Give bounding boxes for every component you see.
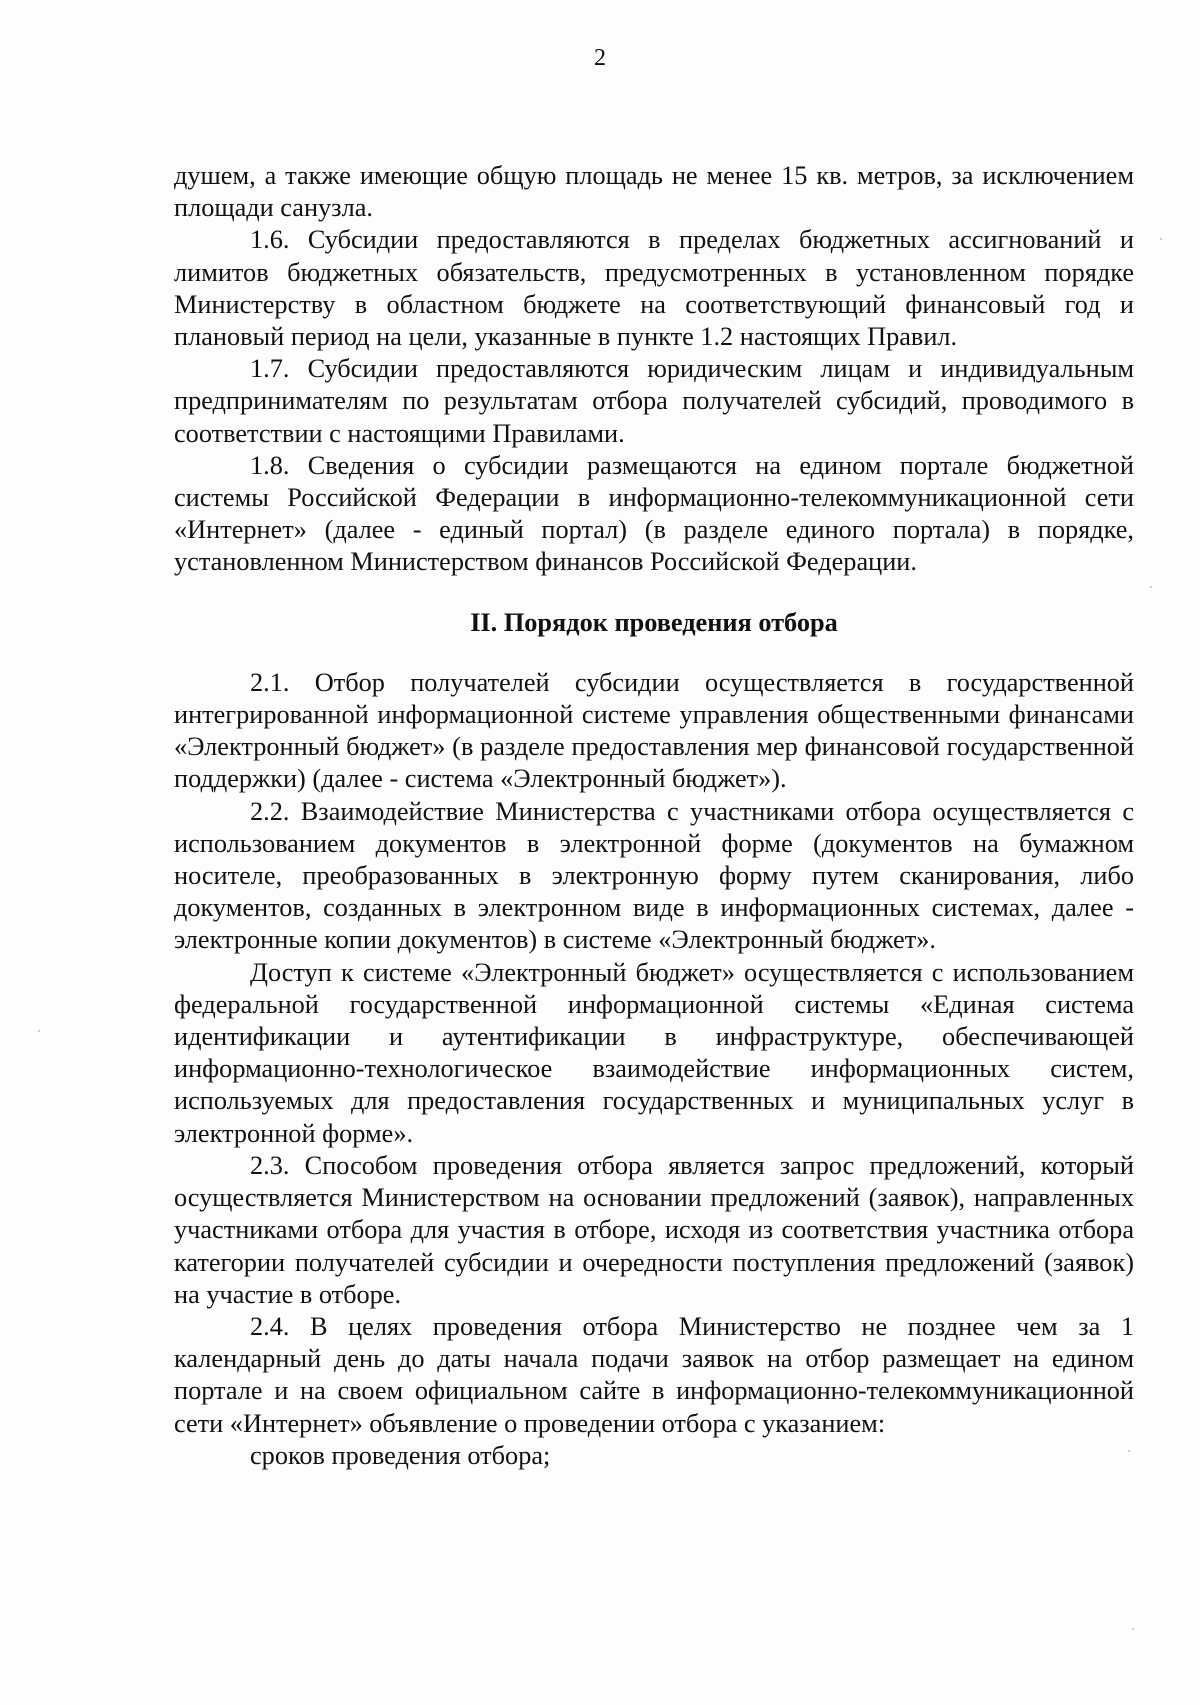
document-body — [174, 160, 1134, 1472]
paragraph-continuation: душем, а также имеющие общую площадь не менее 15 кв. метров, за исключением площади санузла. — [174, 161, 1134, 223]
paragraph-1-6: 1.6. Субсидии предоставляются в пределах бюджетных ассигнований и лимитов бюджетных обязательств, предусмотренных в установленном порядке Министерству в областном бюджете на соответствующий финансовый год и плановый период на цели, указанные в пункте 1.2 настоящих Правил. — [174, 225, 1134, 352]
paragraph-access: Доступ к системе «Электронный бюджет» осуществляется с использованием федеральной государственной информационной системы «Единая система идентификации и аутентификации в инфраструктуре, обеспечивающей информационно-технологическое взаимодействие информационных систем, используемых для предоставления государственных и муниципальных услуг в электронной форме». — [174, 957, 1134, 1148]
scan-speck — [1132, 1628, 1134, 1630]
list-item-deadlines: сроков проведения отбора; — [250, 1440, 551, 1470]
paragraph-2-2: 2.2. Взаимодействие Министерства с участниками отбора осуществляется с использованием документов в электронной форме (документов на бумажном носителе, преобразованных в электронную форму путем сканирования, либо документов, созданных в электронном виде в информационных системах, далее - электронные копии документов) в системе «Электронный бюджет». — [174, 796, 1134, 955]
paragraph-2-4: 2.4. В целях проведения отбора Министерство не позднее чем за 1 календарный день до даты начала подачи заявок на отбор размещает на едином портале и на своем официальном сайте в информационно-телекоммуникационной сети «Интернет» объявление о проведении отбора с указанием: — [174, 1311, 1134, 1438]
scan-speck — [1160, 238, 1162, 240]
scan-speck — [1128, 1450, 1130, 1452]
scan-speck — [1150, 586, 1152, 588]
paragraph-2-1: 2.1. Отбор получателей субсидии осуществляется в государственной интегрированной информационной системе управления общественными финансами «Электронный бюджет» (в разделе предоставления мер финансовой государственной поддержки) (далее - система «Электронный бюджет»). — [174, 667, 1134, 794]
paragraph-2-3: 2.3. Способом проведения отбора является запрос предложений, который осуществляется Министерством на основании предложений (заявок), направленных участниками отбора для участия в отборе, исходя из соответствия участника отбора категории получателей субсидии и очередности поступления предложений (заявок) на участие в отборе. — [174, 1150, 1134, 1309]
paragraph-1-8: 1.8. Сведения о субсидии размещаются на едином портале бюджетной системы Российской Федерации в информационно-телекоммуникационной сети «Интернет» (далее - единый портал) (в разделе единого портала) в порядке, установленном Министерством финансов Российской Федерации. — [174, 450, 1134, 577]
page-number: 2 — [594, 45, 606, 71]
paragraph-1-7: 1.7. Субсидии предоставляются юридическим лицам и индивидуальным предпринимателям по результатам отбора получателей субсидий, проводимого в соответствии с настоящими Правилами. — [174, 354, 1134, 448]
section-heading: II. Порядок проведения отбора — [470, 607, 838, 637]
scan-speck — [38, 1030, 40, 1032]
